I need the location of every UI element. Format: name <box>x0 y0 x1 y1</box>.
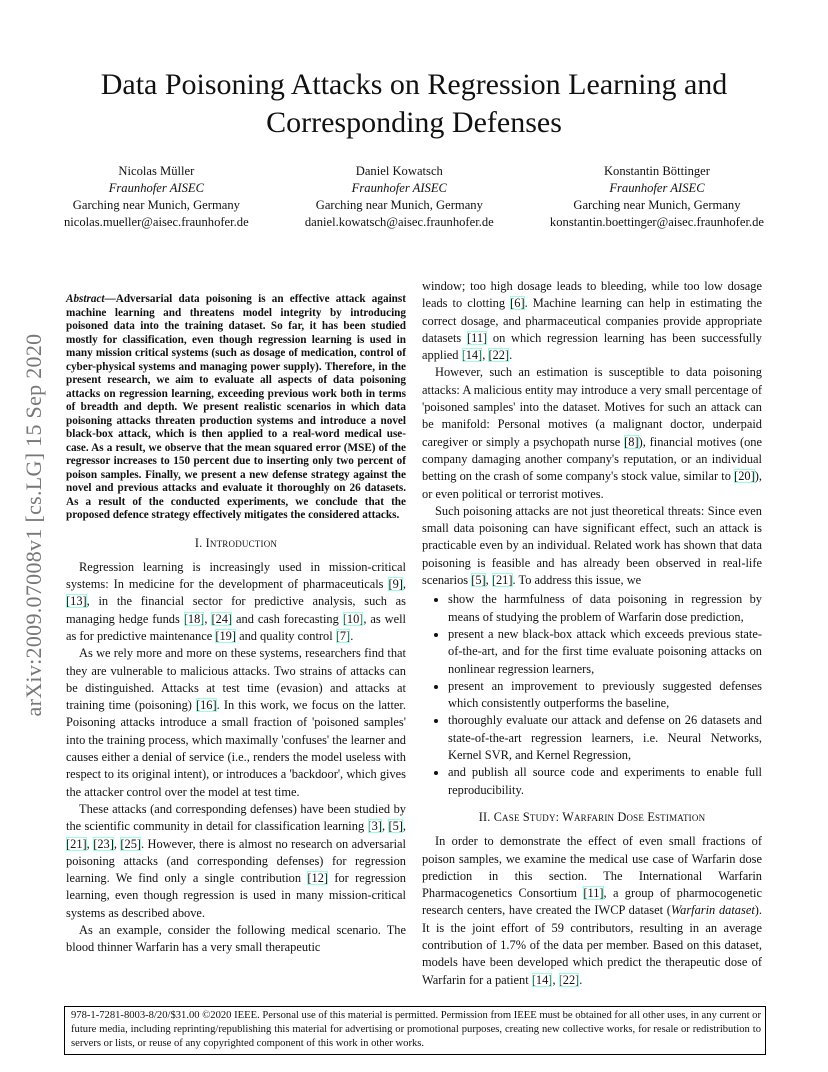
citation-link[interactable]: [11] <box>466 330 488 345</box>
paragraph: As an example, consider the following medical scenario. The blood thinner Warfarin has a very small therapeutic <box>66 923 406 955</box>
citation-link[interactable]: [16] <box>195 698 217 713</box>
paragraph: Such poisoning attacks are not just theoretical threats: Since even small data poisoning can have significant effect, such an attack is practicable even by an individual. Related work has shown that data poisoning is feasible and has already been observed in real-life scenarios [5], [21]. To address this issue, we <box>422 503 762 588</box>
citation-link[interactable]: [8] <box>624 434 639 449</box>
citation-link[interactable]: [21] <box>491 573 513 588</box>
section-heading-introduction: I. Introduction <box>194 535 278 550</box>
list-item: • present a new black-box attack which exceeds previous state-of-the-art, and for the first time evaluate poisoning attacks on nonlinear regression learners, <box>448 626 762 678</box>
paragraph: window; too high dosage leads to bleeding, while too low dosage leads to clotting [6]. Machine learning can help in estimating the correct dosage, and pharmaceutical companies provide appropriate datasets [11] on which regression learning has been successfully applied [14], [22]. <box>422 279 762 363</box>
citation-link[interactable]: [12] <box>307 871 329 886</box>
citation-link[interactable]: [5] <box>471 573 486 588</box>
citation-link[interactable]: [5] <box>388 819 403 834</box>
citation-link[interactable]: [3] <box>367 819 382 834</box>
author-email: nicolas.mueller@aisec.fraunhofer.de <box>64 215 249 229</box>
author-email: daniel.kowatsch@aisec.fraunhofer.de <box>304 215 494 229</box>
citation-link[interactable]: [18] <box>183 611 205 626</box>
citation-link[interactable]: [6] <box>510 296 525 311</box>
list-item: • present an improvement to previously suggested defenses which consistently outperforms the baseline, <box>448 678 762 713</box>
citation-link[interactable]: [10] <box>342 611 364 626</box>
author-block <box>64 163 764 231</box>
paragraph: However, such an estimation is susceptible to data poisoning attacks: A malicious entity may introduce a very small percentage of 'poisoned samples' into the dataset. Motives for such an attack can be manifold: Personal motives (a malignant doctor, underpaid caregiver or simply a psychopath nurse [8]), financial motives (one company damaging another company's reputation, or an individual betting on the crash of some company's stock value, similar to [20]), or even political or terrorist motives. <box>422 365 762 501</box>
list-item: • thoroughly evaluate our attack and defense on 26 datasets and state-of-the-art regression learners, i.e. Neural Networks, Kernel SVR, and Kernel Regression, <box>448 712 762 764</box>
citation-link[interactable]: [25] <box>120 836 142 851</box>
author-3: Konstantin Böttinger Fraunhofer AISEC Garching near Munich, Germany konstantin.boettinger@aisec.fraunhofer.de <box>549 164 764 229</box>
citation-link[interactable]: [22] <box>558 972 580 987</box>
paper-title: Data Poisoning Attacks on Regression Learning and Corresponding Defenses <box>100 68 728 139</box>
list-item: • show the harmfulness of data poisoning in regression by means of studying the problem of Warfarin dose prediction, <box>448 591 762 626</box>
citation-link[interactable]: [14] <box>461 348 483 363</box>
paragraph: In order to demonstrate the effect of even small fractions of poison samples, we examine the medical use case of Warfarin dose prediction in this section. The International Warfarin Pharmacogenetics Consortium [11], a group of pharmocogenetic research centers, have created the IWCP dataset (Warfarin dataset). It is the joint effort of 59 contributors, resulting in an average contribution of 1.7% of the data per member. Based on this dataset, models have been developed which predict the therapeutic dose of Warfarin for a patient [14], [22]. <box>422 834 762 987</box>
paragraph: These attacks (and corresponding defenses) have been studied by the scientific community in detail for classification learning [3], [5], [21], [23], [25]. However, there is almost no research on adversarial poisoning attacks (and corresponding defenses) for regression learning. We find only a single contribution [12] for regression learning, even though regression is used in many mission-critical systems as described above. <box>66 801 407 920</box>
citation-link[interactable]: [20] <box>734 469 755 484</box>
paragraph: Regression learning is increasingly used in mission-critical systems: In medicine for the development of pharmaceuticals [9], [13], in the financial sector for predictive analysis, such as managing hedge funds [18], [24] and cash forecasting [10], as well as for predictive maintenance [19] and quality control [7]. <box>66 559 407 643</box>
author-email: konstantin.boettinger@aisec.fraunhofer.de <box>549 215 764 229</box>
citation-link[interactable]: [9] <box>388 577 403 592</box>
section-heading-case-study: II. Case Study: Warfarin Dose Estimation <box>478 809 706 824</box>
author-2: Daniel Kowatsch Fraunhofer AISEC Garching near Munich, Germany daniel.kowatsch@aisec.fraunhofer.de <box>304 164 494 229</box>
list-item: • and publish all source code and experiments to enable full reproducibility. <box>448 764 762 799</box>
right-column <box>422 278 762 989</box>
abstract: Abstract—Adversarial data poisoning is an effective attack against machine learning and threatens model integrity by introducing poisoned data into the training dataset. So far, it has been studied mostly for classification, even though regression learning is used in many mission critical systems (such as dosage of medication, control of cyber-physical systems and managing power supply). Therefore, in the present research, we aim to evaluate all aspects of data poisoning attacks on regression learning, exceeding previous work both in terms of breadth and depth. We present realistic scenarios in which data poisoning attacks threaten production systems and introduce a novel black-box attack, which is then applied to a real-word medical use-case. As a result, we observe that the mean squared error (MSE) of the regressor increases to 150 percent due to inserting only two percent of poison samples. Finally, we present a new defense strategy against the novel and previous attacks and evaluate it thoroughly on 26 datasets. As a result of the conducted experiments, we conclude that the proposed defence strategy effectively mitigates the considered attacks. <box>66 293 406 521</box>
citation-link[interactable]: [23] <box>93 836 114 851</box>
citation-link[interactable]: [7] <box>335 628 351 643</box>
citation-link[interactable]: [11] <box>583 886 604 901</box>
left-column <box>66 293 406 957</box>
paragraph: As we rely more and more on these systems, researchers find that they are vulnerable to malicious attacks. Two strains of attacks can be distinguished. Attacks at test time (evasion) and attacks at training time (poisoning) [16]. In this work, we focus on the latter. Poisoning attacks introduce a small fraction of 'poisoned samples' into the training process, which maximally 'confuses' the learner and causes either a denial of service (i.e., renders the model useless with respect to its original intent), or introduces a 'backdoor', which gives the attacker control over the model at test time. <box>66 646 406 799</box>
citation-link[interactable]: [19] <box>215 628 236 643</box>
contributions-list <box>422 591 762 799</box>
citation-link[interactable]: [21] <box>66 836 87 851</box>
author-1: Nicolas Müller Fraunhofer AISEC Garching near Munich, Germany nicolas.mueller@aisec.fraunhofer.de <box>64 164 249 229</box>
citation-link[interactable]: [24] <box>211 611 233 626</box>
citation-link[interactable]: [14] <box>531 972 553 987</box>
copyright-notice: 978-1-7281-8003-8/20/$31.00 ©2020 IEEE. Personal use of this material is permitted. Permission from IEEE must be obtained for all other uses, in any current or future media, including reprinting/republishing this material for advertising or promotional purposes, creating new collective works, for resale or redistribution to servers or lists, or reuse of any copyrighted component of this work in other works. <box>64 1006 766 1055</box>
arxiv-identifier: arXiv:2009.07008v1 [cs.LG] 15 Sep 2020 <box>21 333 46 717</box>
citation-link[interactable]: [13] <box>66 594 87 609</box>
citation-link[interactable]: [22] <box>488 348 510 363</box>
